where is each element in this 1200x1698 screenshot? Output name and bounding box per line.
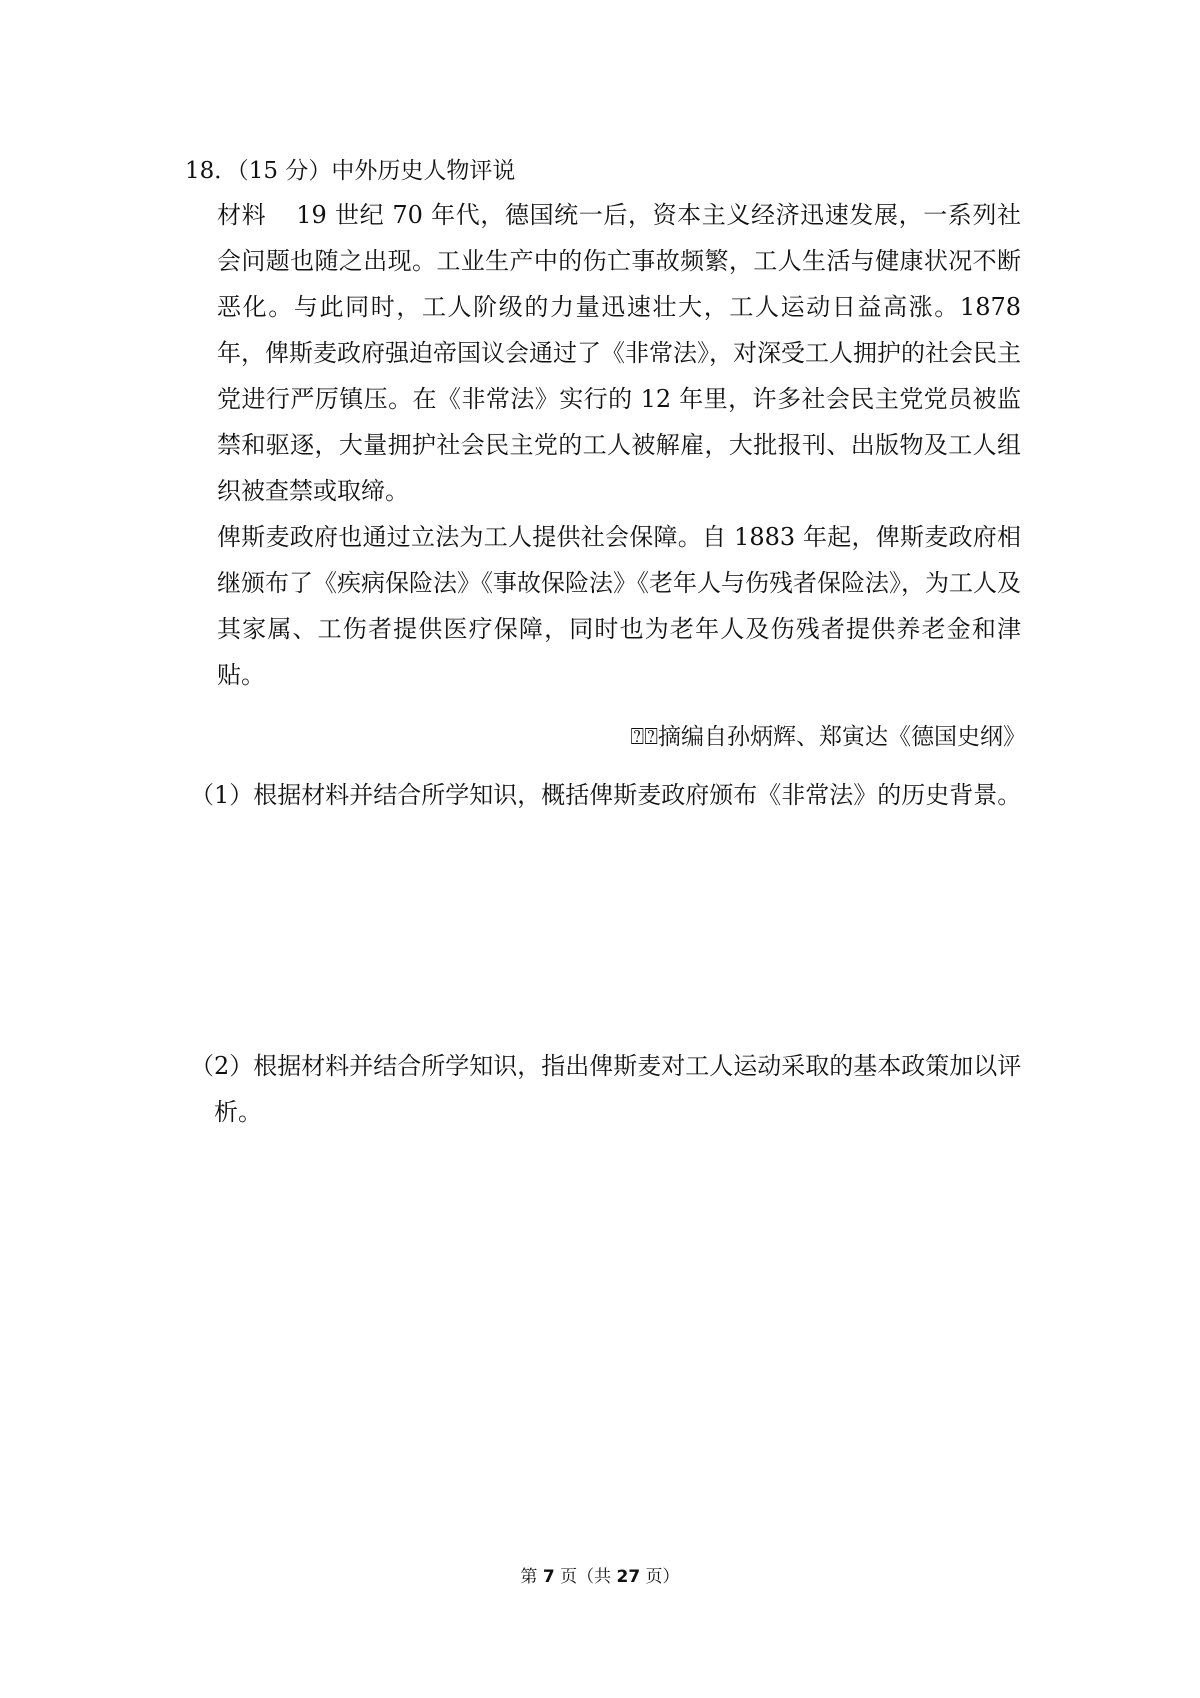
footer-total-pages: 27 [616,1567,641,1587]
footer-middle: 页（共 [554,1567,617,1587]
footer-page-number: 7 [542,1567,555,1587]
material-paragraph-2 [217,514,1021,698]
sub-question-2 [190,1043,1024,1135]
material-source: ⍰⍰摘编自孙炳辉、郑寅达《德国史纲》 [630,724,1026,750]
sub-question-1 [190,772,1024,818]
question-number: 18． [185,158,238,184]
sub-question-1-number: （1） [190,781,254,809]
page-footer [0,1565,1200,1589]
question-points: （15 分） [237,158,332,184]
material-block [217,192,1021,698]
material-paragraph-1-text: 19 世纪 70 年代，德国统一后，资本主义经济迅速发展，一系列社会问题也随之出现。工业生产中的伤亡事故频繁，工人生活与健康状况不断恶化。与此同时，工人阶级的力量迅速壮大，工人运动日益高涨。1878 年，俾斯麦政府强迫帝国议会通过了《非常法》，对深受工人拥护的社会民主党进行严厉镇压。在《非常法》实行的 12 年里，许多社会民主党党员被监禁和驱逐，大量拥护社会民主党的工人被解雇，大批报刊、出版物及工人组织被查禁或取缔。 [217,201,1021,505]
material-label: 材料 [217,201,267,229]
sub-question-2-text-line1: 根据材料并结合所学知识，指出俾斯麦对工人运动采取的基本政策加以评 [253,1052,1022,1080]
question-header [185,153,515,189]
material-paragraph-2-text: 俾斯麦政府也通过立法为工人提供社会保障。自 1883 年起，俾斯麦政府相继颁布了《疾病保险法》《事故保险法》《老年人与伤残者保险法》，为工人及其家属、工伤者提供医疗保障，同时也为老年人及伤残者提供养老金和津贴。 [217,523,1021,689]
footer-suffix: 页） [640,1567,680,1587]
sub-question-2-text-line2: 析。 [214,1098,262,1126]
question-title: 中外历史人物评说 [331,158,516,184]
material-paragraph-1 [217,192,1021,514]
sub-question-1-text: 根据材料并结合所学知识，概括俾斯麦政府颁布《非常法》的历史背景。 [253,781,1022,809]
sub-question-2-number: （2） [190,1052,254,1080]
footer-prefix: 第 [520,1567,543,1587]
